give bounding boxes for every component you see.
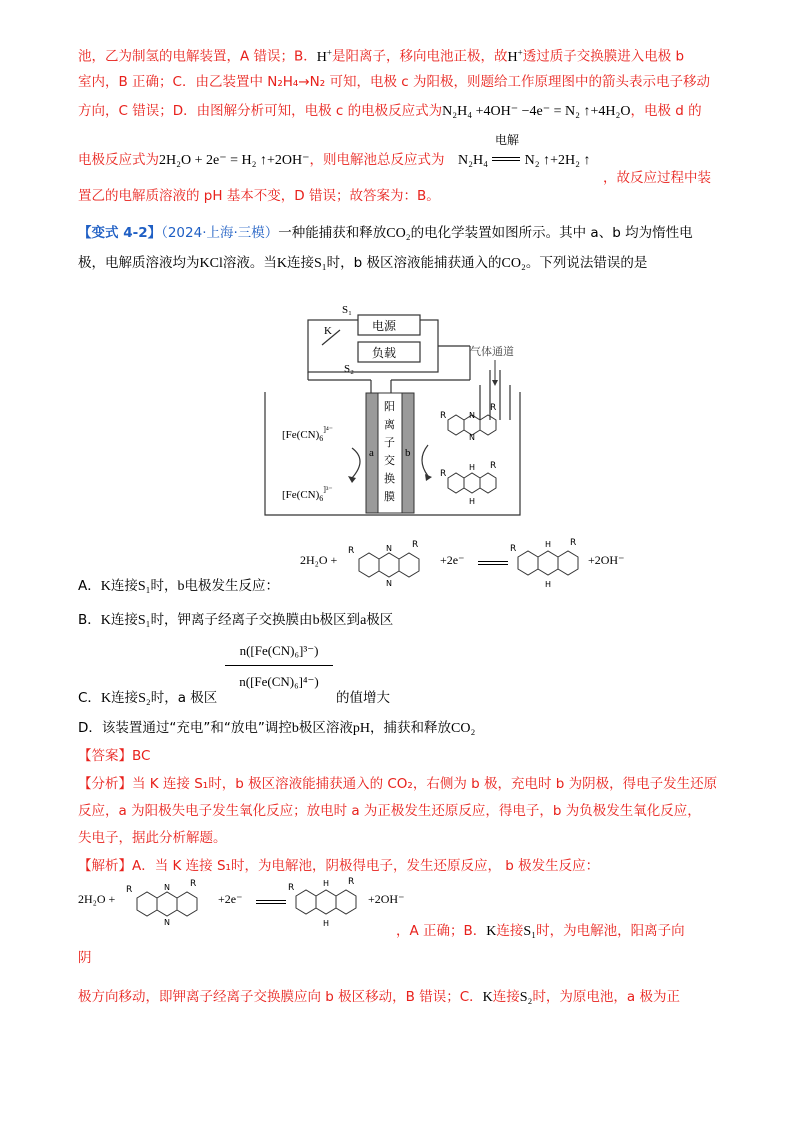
option-c: C．K连接S₂时，a 极区 [78,690,218,706]
explain-reaction: 2H₂O + R R N N +2e⁻ R R H H +2OH⁻ [78,872,408,932]
reaction-right: +2OH⁻ [588,553,625,567]
para1-line4: 电极反应式为2H₂O + 2e⁻ = H₂ ↑+2OH⁻，则电解池总反应式为 [78,152,445,168]
ratio-fraction [225,643,333,690]
svg-text:R: R [190,879,197,889]
svg-text:R: R [348,877,355,887]
para1-line5: 置乙的电解质溶液的 pH 基本不变，D 错误；故答案为：B。 [78,188,440,204]
svg-text:N: N [164,883,170,892]
explain-line4: 极方向移动，即钾离子经离子交换膜应向 b 极区移动，B 错误；C．K连接S₂时，为原电池，a 极为正 [78,989,681,1005]
reaction-plus2e: +2e⁻ [440,553,465,567]
apparatus-diagram [260,300,530,525]
fe-cn-4: [$Fe(CN)_6^{]^{4-}}$ [282,425,333,443]
mol2-r1: R [440,469,447,479]
product-molecule [510,535,590,590]
fe-cn-3: [$Fe(CN)_6^{]^{3-}}$ [282,485,333,503]
reactant-molecule [344,537,434,587]
para1-line3: 方向，C 错误；D．由图解分析可知，电极 c 的电极反应式为N₂H₄ +4OH⁻ −4e⁻ = N₂ ↑+4H₂O，电极 d 的 [78,103,702,119]
membrane-char-1: 阳 [384,400,395,413]
label-a: a [369,447,374,459]
answer-value: BC [132,748,151,764]
reaction-left: 2H₂O + [300,553,338,567]
label-gas: 气体通道 [470,345,514,358]
label-power: 电源 [372,319,397,333]
analysis-line3: 失电子，据此分析解题。 [78,830,227,846]
label-k: K [324,325,332,337]
mol1-r2: R [490,403,497,413]
label-b: b [405,447,411,459]
svg-text:N: N [386,579,392,587]
option-b: B．K连接S₁时，钾离子经离子交换膜由b极区到a极区 [78,612,394,628]
question-line2: 极，电解质溶液均为KCl溶液。当K连接S₁时，b 极区溶液能捕获通入的CO₂。下列说法错误的是 [78,255,648,271]
svg-text:R: R [288,883,295,893]
membrane-char-4: 交 [384,454,395,467]
svg-text:R: R [348,546,355,556]
option-c-end: 的值增大 [336,690,390,706]
option-d: D．该装置通过“充电”和“放电”调控b极区溶液pH，捕获和释放CO₂ [78,720,476,736]
reaction-scheme [300,535,625,590]
svg-text:H: H [323,919,330,928]
membrane-char-6: 膜 [384,490,395,503]
label-s1: S₁ [342,304,352,316]
svg-text:N: N [386,544,392,553]
label-s2: S₂ [344,363,354,375]
h-ion-2: H+ [507,47,523,65]
membrane-char-2: 离 [384,418,395,431]
para1-line2: 室内，B 正确；C．由乙装置中 N₂H₄→N₂ 可知，电极 c 为阳极，则题给工作原理图中的箭头表示电子移动 [78,74,710,90]
ratio-denominator: n([Fe(CN)₆]⁴⁻) [239,674,319,689]
analysis-line1: 【分析】当 K 连接 S₁时，b 极区溶液能捕获通入的 CO₂，右侧为 b 极，充电时 b 为阴极，得电子发生还原 [78,776,718,792]
explain-line2: ，A 正确；B．K连接S₁时，为电解池，阳离子向 [396,923,685,939]
explain-line3: 阴 [78,950,92,966]
reaction-equals [478,561,508,565]
explain-product [288,872,368,930]
ratio-numerator: n([Fe(CN)₆]³⁻) [239,643,319,658]
total-equation: N₂H₄ N₂ ↑+2H₂ ↑ [458,153,591,168]
electrolysis-condition: 电解 [495,133,520,147]
mol1-n2: N [469,433,475,442]
anode-equation: N₂H₄ +4OH⁻ −4e⁻ = N₂ ↑+4H₂O [442,104,631,119]
answer-line: 【答案】BC [78,748,151,764]
explain-line1: 【解析】A．当 K 连接 S₁时，为电解池，阴极得电子，发生还原反应， b 极发生反应： [78,858,600,874]
mol2-r2: R [490,461,497,471]
mol1-n1: N [469,411,475,420]
dihydrophenazine-molecule [448,473,496,493]
arrow-b [422,445,428,476]
explain-reactant [122,874,212,926]
membrane-char-3: 子 [384,436,395,449]
svg-text:R: R [126,885,133,895]
equals-arrow [492,157,520,161]
svg-text:R: R [412,540,419,550]
membrane-char-5: 换 [384,472,395,485]
svg-text:R: R [510,544,517,554]
h-ion: H+ [316,47,332,65]
question-tag: 【变式 4-2】 [78,225,162,241]
question-line1: 【变式 4-2】（2024·上海·三模）一种能捕获和释放CO₂的电化学装置如图所示。其中 a、b 均为惰性电 [78,225,693,241]
svg-text:H: H [545,580,552,589]
svg-text:H: H [545,540,552,549]
mol2-h1: H [469,463,476,472]
analysis-line2: 反应，a 为阳极失电子发生氧化反应；放电时 a 为正极发生还原反应，得电子，b 为负极发生氧化反应， [78,803,701,819]
svg-text:H: H [323,879,330,888]
arrow-a [352,448,360,478]
question-source: （2024·上海·三模） [161,225,279,241]
mol2-h2: H [469,497,476,506]
option-a: A．K连接S₁时，b电极发生反应： [78,578,280,594]
para1-line1: 池，乙为制氢的电解装置，A 错误；B．H+是阳离子，移向电池正极，故H+透过质子交换膜进入电极 b [78,47,685,65]
svg-text:R: R [570,538,577,548]
mol1-r1: R [440,411,447,421]
label-load: 负载 [372,346,397,360]
svg-text:N: N [164,918,170,926]
cathode-equation: 2H₂O + 2e⁻ = H₂ ↑+2OH⁻ [159,153,310,168]
para1-line4-end: ，故反应过程中装 [603,170,711,186]
